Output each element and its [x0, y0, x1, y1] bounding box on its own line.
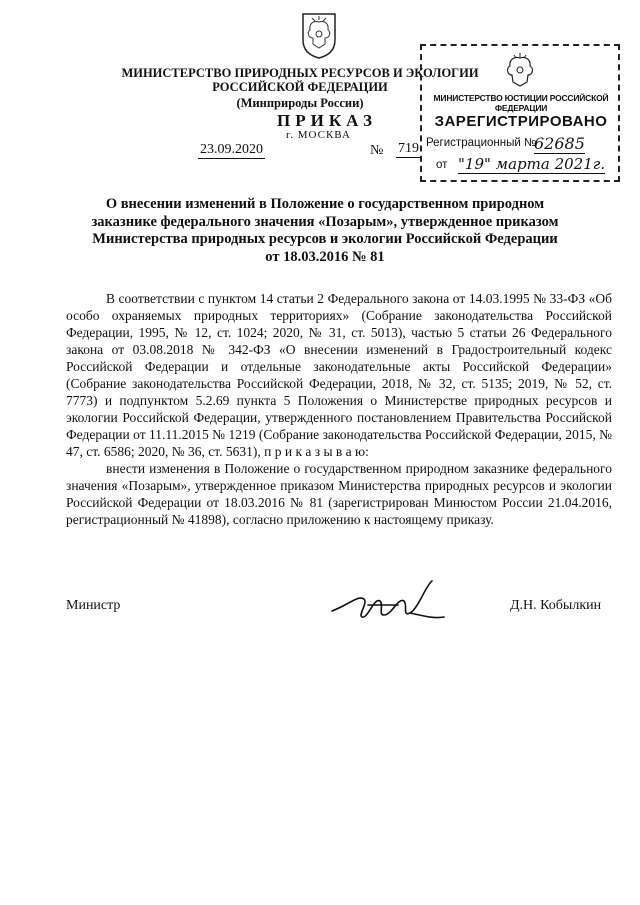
- document-title: [70, 196, 580, 266]
- stamp-status: ЗАРЕГИСТРИРОВАНО: [434, 113, 608, 130]
- stamp-eagle-icon: [500, 52, 540, 90]
- coat-of-arms-emblem: [297, 10, 341, 60]
- stamp-date-label: от: [436, 159, 448, 171]
- ministry-name-line2: РОССИЙСКОЙ ФЕДЕРАЦИИ: [212, 80, 388, 94]
- document-type: ПРИКАЗ: [277, 111, 377, 130]
- document-date: 23.09.2020: [200, 142, 263, 157]
- document-number-label: №: [370, 143, 384, 158]
- stamp-reg-date: "19" марта 2021г.: [458, 155, 606, 173]
- signatory-position: Министр: [66, 598, 121, 613]
- stamp-reg-number-label: Регистрационный №: [426, 137, 537, 149]
- title-line-4: от 18.03.2016 № 81: [265, 248, 385, 265]
- signatory-name: Д.Н. Кобылкин: [510, 598, 602, 613]
- title-line-3: Министерства природных ресурсов и экологии Российской Федерации: [92, 231, 558, 247]
- ministry-name-line1: МИНИСТЕРСТВО ПРИРОДНЫХ РЕСУРСОВ И ЭКОЛОГИИ: [121, 66, 479, 80]
- handwritten-signature: [328, 575, 448, 625]
- document-city: г. МОСКВА: [286, 129, 351, 141]
- body-paragraph-2: внести изменения в Положение о государственном природном заказнике федерального значения «Позарым», утвержденное приказом Министерства природных ресурсов и экологии Российской Федерации от 18.03.2016 № 81 (зарегистрирован Минюстом России 21.04.2016, регистрационный № 41898), согласно приложению к настоящему приказу.: [66, 461, 612, 527]
- title-line-1: О внесении изменений в Положение о государственном природном: [105, 196, 545, 212]
- body-paragraph-1: В соответствии с пунктом 14 статьи 2 Федерального закона от 14.03.1995 № 33-ФЗ «Об особо охраняемых природных территориях» (Собрание законодательства Российской Федерации, 1995, № 12, ст. 1024; 2020, № 31, ст. 5013), частью 5 статьи 26 Федерального закона от 03.08.2018 № 342-ФЗ «О внесении изменений в Градостроительный кодекс Российской Федерации и отдельные законодательные акты Российской Федерации» (Собрание законодательства Российской Федерации, 2018, № 32, ст. 5135; 2019, № 52, ст. 7773) и подпунктом 5.2.69 пункта 5 Положения о Министерстве природных ресурсов и экологии Российской Федерации, утвержденного постановлением Правительства Российской Федерации от 11.11.2015 № 1219 (Собрание законодательства Российской Федерации, 2015, № 47, ст. 6586; 2020, № 36, ст. 5631), п р и к а з ы в а ю:: [66, 291, 612, 459]
- stamp-organization: МИНИСТЕРСТВО ЮСТИЦИИ РОССИЙСКОЙ ФЕДЕРАЦИИ: [433, 93, 609, 113]
- document-number: 719: [398, 141, 419, 156]
- stamp-reg-number: 62685: [534, 134, 585, 153]
- ministry-short-name: (Минприроды России): [236, 96, 364, 110]
- document-body: [66, 290, 612, 528]
- title-line-2: заказнике федерального значения «Позарым», утвержденное приказом: [91, 213, 559, 230]
